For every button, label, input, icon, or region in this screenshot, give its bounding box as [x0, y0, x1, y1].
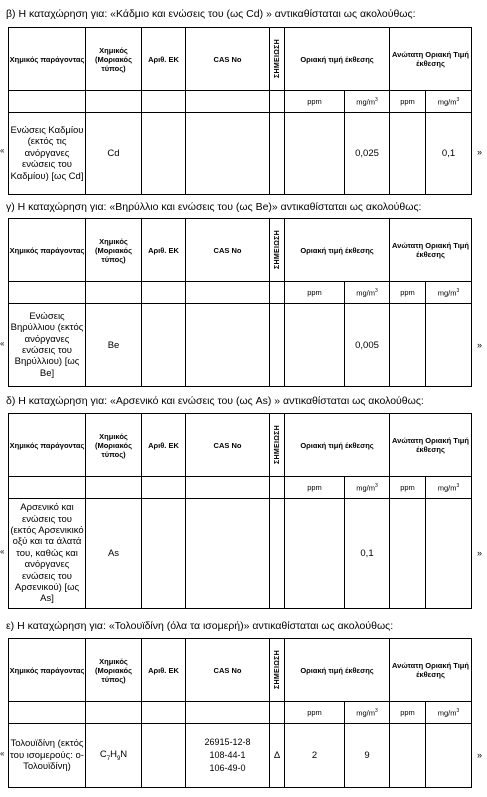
header-limit: Οριακή τιμή έκθεσης	[285, 639, 390, 702]
note-cell	[270, 304, 285, 387]
max-ppm-cell	[390, 113, 426, 195]
mgm3-cell: 0,1	[345, 499, 390, 609]
header-formula: Χημικός (Μοριακός τύπος)	[86, 28, 142, 91]
cas-number: 106-49-0	[209, 763, 246, 773]
header-agent: Χημικός παράγοντας	[9, 219, 86, 282]
ppm-cell	[285, 304, 345, 387]
unit-mgm3: $mg/m^3$	[345, 702, 390, 724]
cas-cell	[186, 304, 270, 387]
open-quote-marker: «	[0, 146, 5, 155]
header-agent: Χημικός παράγοντας	[9, 414, 86, 477]
open-quote-marker: «	[0, 749, 5, 758]
unit-mgm3: $mg/m^3$	[345, 91, 390, 113]
unit-mgm3: $mg/m^3$	[345, 477, 390, 499]
ppm-cell	[285, 113, 345, 195]
unit-mgm3-max: $mg/m^3$	[426, 477, 472, 499]
unit-ppm: ppm	[285, 91, 345, 113]
unit-ppm: ppm	[285, 702, 345, 724]
agent-cell: Τολουϊδίνη (εκτός του ισομερούς: ο-Τολουϊδίνη)	[9, 724, 86, 788]
unit-ppm-max: ppm	[390, 477, 426, 499]
section-heading-toluidine: ε) Η καταχώρηση για: «Τολουϊδίνη (όλα τα ισομερή)» αντικαθίσταται ως ακολούθως:	[6, 620, 394, 632]
close-quote-marker: »	[477, 750, 483, 760]
cas-cell	[186, 113, 270, 195]
section-heading-arsenic: δ) Η καταχώρηση για: «Αρσενικό και ενώσεις του (ως As) » αντικαθίσταται ως ακολούθως:	[6, 395, 424, 407]
open-quote-marker: «	[0, 547, 5, 556]
cas-cell	[186, 724, 270, 788]
formula-cell: $C_7H_9N$	[86, 724, 142, 788]
header-formula: Χημικός (Μοριακός τύπος)	[86, 639, 142, 702]
formula-cell: As	[86, 499, 142, 609]
header-limit: Οριακή τιμή έκθεσης	[285, 219, 390, 282]
header-ec: Αριθ. ΕΚ	[142, 639, 186, 702]
note-cell: Δ	[270, 724, 285, 788]
ec-cell	[142, 724, 186, 788]
limits-table-beryllium	[8, 218, 472, 387]
max-mgm3-cell: 0,1	[426, 113, 472, 195]
unit-ppm-max: ppm	[390, 702, 426, 724]
header-max-limit: Ανώτατη Οριακή Τιμή έκθεσης	[390, 414, 472, 477]
mgm3-cell: 0,025	[345, 113, 390, 195]
ppm-cell	[285, 499, 345, 609]
header-note: ΣΗΜΕΙΩΣΗ	[270, 28, 285, 91]
header-note: ΣΗΜΕΙΩΣΗ	[270, 219, 285, 282]
header-max-limit: Ανώτατη Οριακή Τιμή έκθεσης	[390, 219, 472, 282]
max-mgm3-cell	[426, 499, 472, 609]
limits-table-cadmium	[8, 27, 472, 195]
max-mgm3-cell	[426, 724, 472, 788]
header-cas: CAS No	[186, 219, 270, 282]
header-ec: Αριθ. ΕΚ	[142, 219, 186, 282]
header-note: ΣΗΜΕΙΩΣΗ	[270, 639, 285, 702]
header-limit: Οριακή τιμή έκθεσης	[285, 414, 390, 477]
ec-cell	[142, 499, 186, 609]
header-max-limit: Ανώτατη Οριακή Τιμή έκθεσης	[390, 28, 472, 91]
formula-cell: Be	[86, 304, 142, 387]
unit-ppm: ppm	[285, 477, 345, 499]
mgm3-cell: 0,005	[345, 304, 390, 387]
unit-mgm3-max: $mg/m^3$	[426, 91, 472, 113]
max-ppm-cell	[390, 499, 426, 609]
header-ec: Αριθ. ΕΚ	[142, 28, 186, 91]
unit-ppm-max: ppm	[390, 91, 426, 113]
ec-cell	[142, 113, 186, 195]
header-formula: Χημικός (Μοριακός τύπος)	[86, 219, 142, 282]
agent-cell: Αρσενικό και ενώσεις του (εκτός Αρσενικικό οξύ και τα άλατά του, καθώς και ανόργανες ενώσεις του Αρσενικού) [ως As]	[9, 499, 86, 609]
ec-cell	[142, 304, 186, 387]
section-heading-cadmium: β) Η καταχώρηση για: «Κάδμιο και ενώσεις του (ως Cd) » αντικαθίσταται ως ακολούθως:	[6, 8, 416, 20]
mgm3-cell: 9	[345, 724, 390, 788]
cas-number: 26915-12-8	[204, 737, 251, 747]
close-quote-marker: »	[477, 548, 483, 558]
unit-mgm3-max: $mg/m^3$	[426, 282, 472, 304]
note-cell	[270, 113, 285, 195]
unit-ppm-max: ppm	[390, 282, 426, 304]
max-ppm-cell	[390, 304, 426, 387]
header-note: ΣΗΜΕΙΩΣΗ	[270, 414, 285, 477]
note-cell	[270, 499, 285, 609]
formula-cell: Cd	[86, 113, 142, 195]
unit-ppm: ppm	[285, 282, 345, 304]
header-cas: CAS No	[186, 28, 270, 91]
header-cas: CAS No	[186, 414, 270, 477]
agent-cell: Ενώσεις Βηρύλλιου (εκτός ανόργανες ενώσεις του Βηρύλλιου) [ως Be]	[9, 304, 86, 387]
header-agent: Χημικός παράγοντας	[9, 639, 86, 702]
max-ppm-cell	[390, 724, 426, 788]
max-mgm3-cell	[426, 304, 472, 387]
limits-table-arsenic	[8, 413, 472, 609]
open-quote-marker: «	[0, 339, 5, 348]
section-heading-beryllium: γ) Η καταχώρηση για: «Βηρύλλιο και ενώσεις του (ως Be)» αντικαθίσταται ως ακολούθως:	[6, 201, 422, 213]
cas-number: 108-44-1	[209, 750, 246, 760]
agent-cell: Ενώσεις Καδμίου (εκτός τις ανόργανες ενώσεις του Καδμίου) [ως Cd]	[9, 113, 86, 195]
ppm-cell: 2	[285, 724, 345, 788]
header-limit: Οριακή τιμή έκθεσης	[285, 28, 390, 91]
limits-table-toluidine	[8, 638, 472, 788]
header-max-limit: Ανώτατη Οριακή Τιμή έκθεσης	[390, 639, 472, 702]
header-cas: CAS No	[186, 639, 270, 702]
header-agent: Χημικός παράγοντας	[9, 28, 86, 91]
cas-cell	[186, 499, 270, 609]
header-formula: Χημικός (Μοριακός τύπος)	[86, 414, 142, 477]
header-ec: Αριθ. ΕΚ	[142, 414, 186, 477]
close-quote-marker: »	[477, 147, 483, 157]
unit-mgm3: $mg/m^3$	[345, 282, 390, 304]
close-quote-marker: »	[477, 340, 483, 350]
unit-mgm3-max: $mg/m^3$	[426, 702, 472, 724]
